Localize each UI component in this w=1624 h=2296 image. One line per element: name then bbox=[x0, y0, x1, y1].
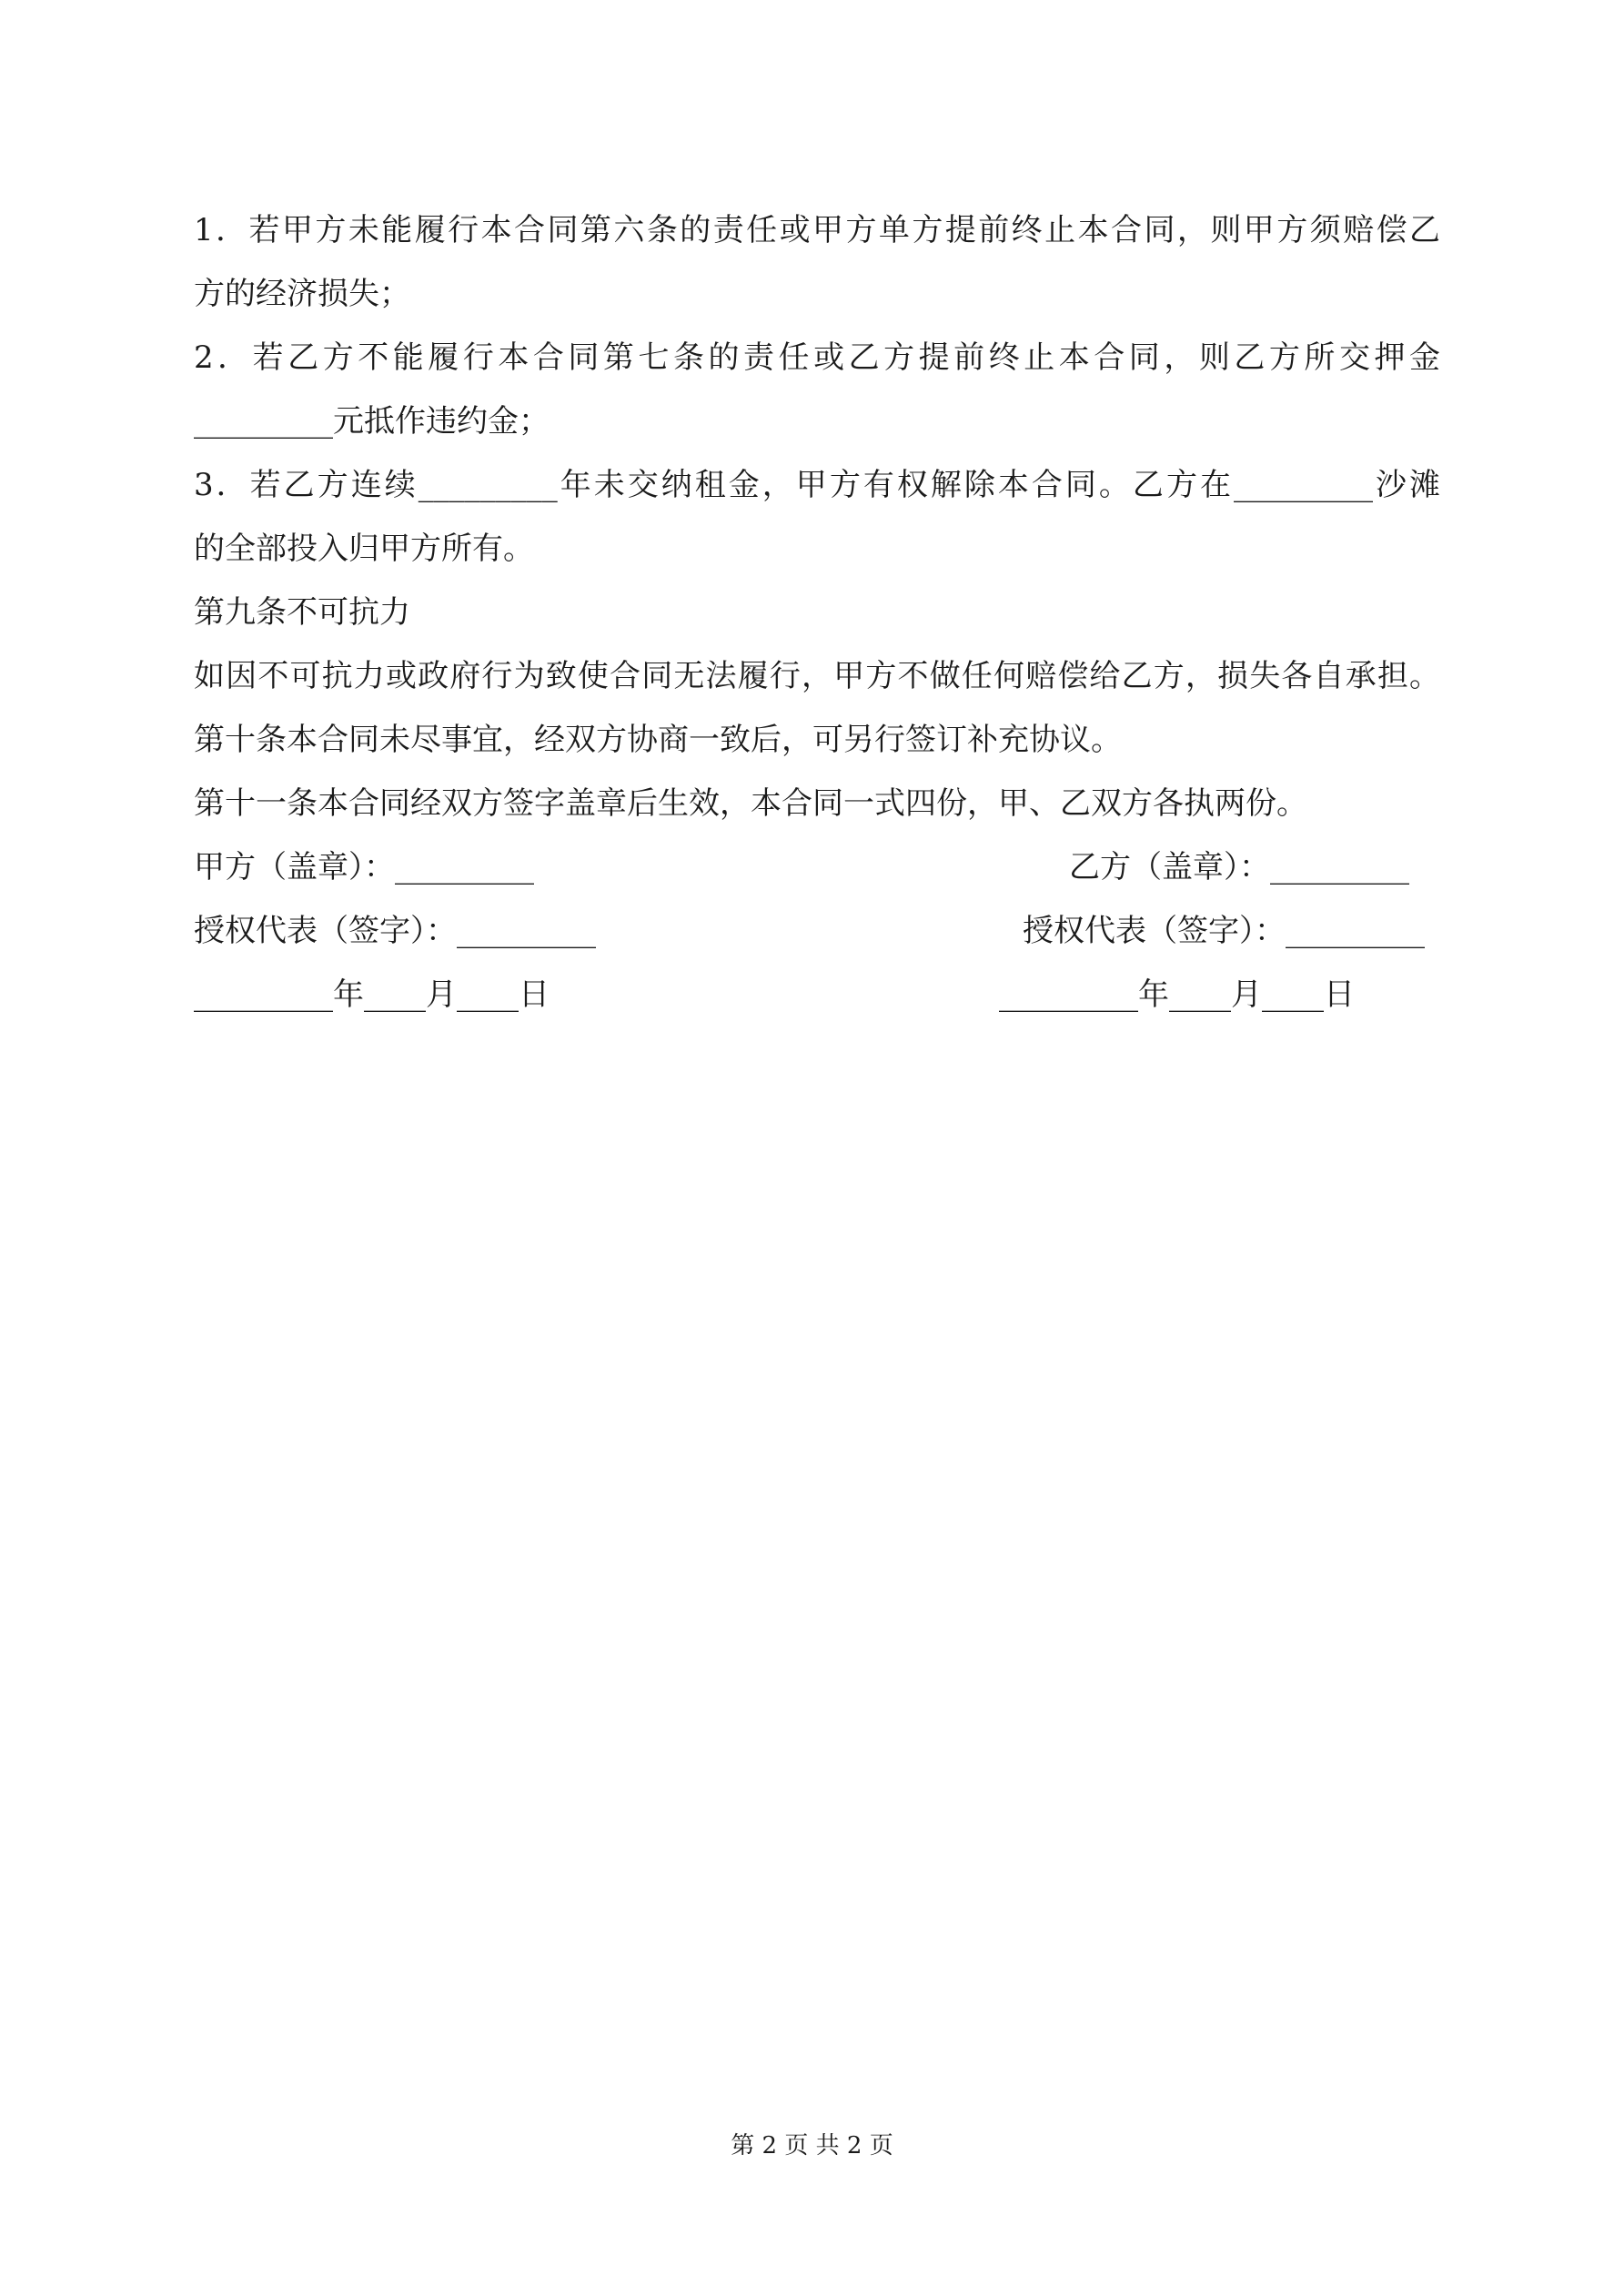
party-b-date: _________年____月____日 bbox=[999, 976, 1355, 1013]
clause-2-line-2: _________元抵作违约金； bbox=[194, 403, 550, 440]
party-a-seal: 甲方（盖章）：_________ bbox=[194, 849, 534, 885]
party-a-date: _________年____月____日 bbox=[194, 976, 550, 1013]
party-a-representative: 授权代表（签字）：_________ bbox=[194, 913, 596, 949]
clause-3-line-2: 的全部投入归甲方所有。 bbox=[194, 531, 534, 567]
article-9-title: 第九条不可抗力 bbox=[194, 594, 410, 631]
article-10: 第十条本合同未尽事宜，经双方协商一致后，可另行签订补充协议。 bbox=[194, 722, 1122, 758]
clause-3-line-1: 3．若乙方连续_________年未交纳租金，甲方有权解除本合同。乙方在_________沙滩 bbox=[194, 467, 1440, 503]
clause-1-line-1: 1．若甲方未能履行本合同第六条的责任或甲方单方提前终止本合同，则甲方须赔偿乙 bbox=[194, 212, 1440, 248]
clause-2-line-1: 2．若乙方不能履行本合同第七条的责任或乙方提前终止本合同，则乙方所交押金 bbox=[194, 339, 1440, 376]
clause-1-line-2: 方的经济损失； bbox=[194, 276, 410, 312]
party-b-seal: 乙方（盖章）：_________ bbox=[1069, 849, 1409, 885]
party-b-representative: 授权代表（签字）：_________ bbox=[1023, 913, 1425, 949]
page-number: 第 2 页 共 2 页 bbox=[731, 2132, 893, 2159]
article-11: 第十一条本合同经双方签字盖章后生效，本合同一式四份，甲、乙双方各执两份。 bbox=[194, 785, 1307, 822]
article-9-text: 如因不可抗力或政府行为致使合同无法履行，甲方不做任何赔偿给乙方，损失各自承担。 bbox=[194, 658, 1440, 694]
